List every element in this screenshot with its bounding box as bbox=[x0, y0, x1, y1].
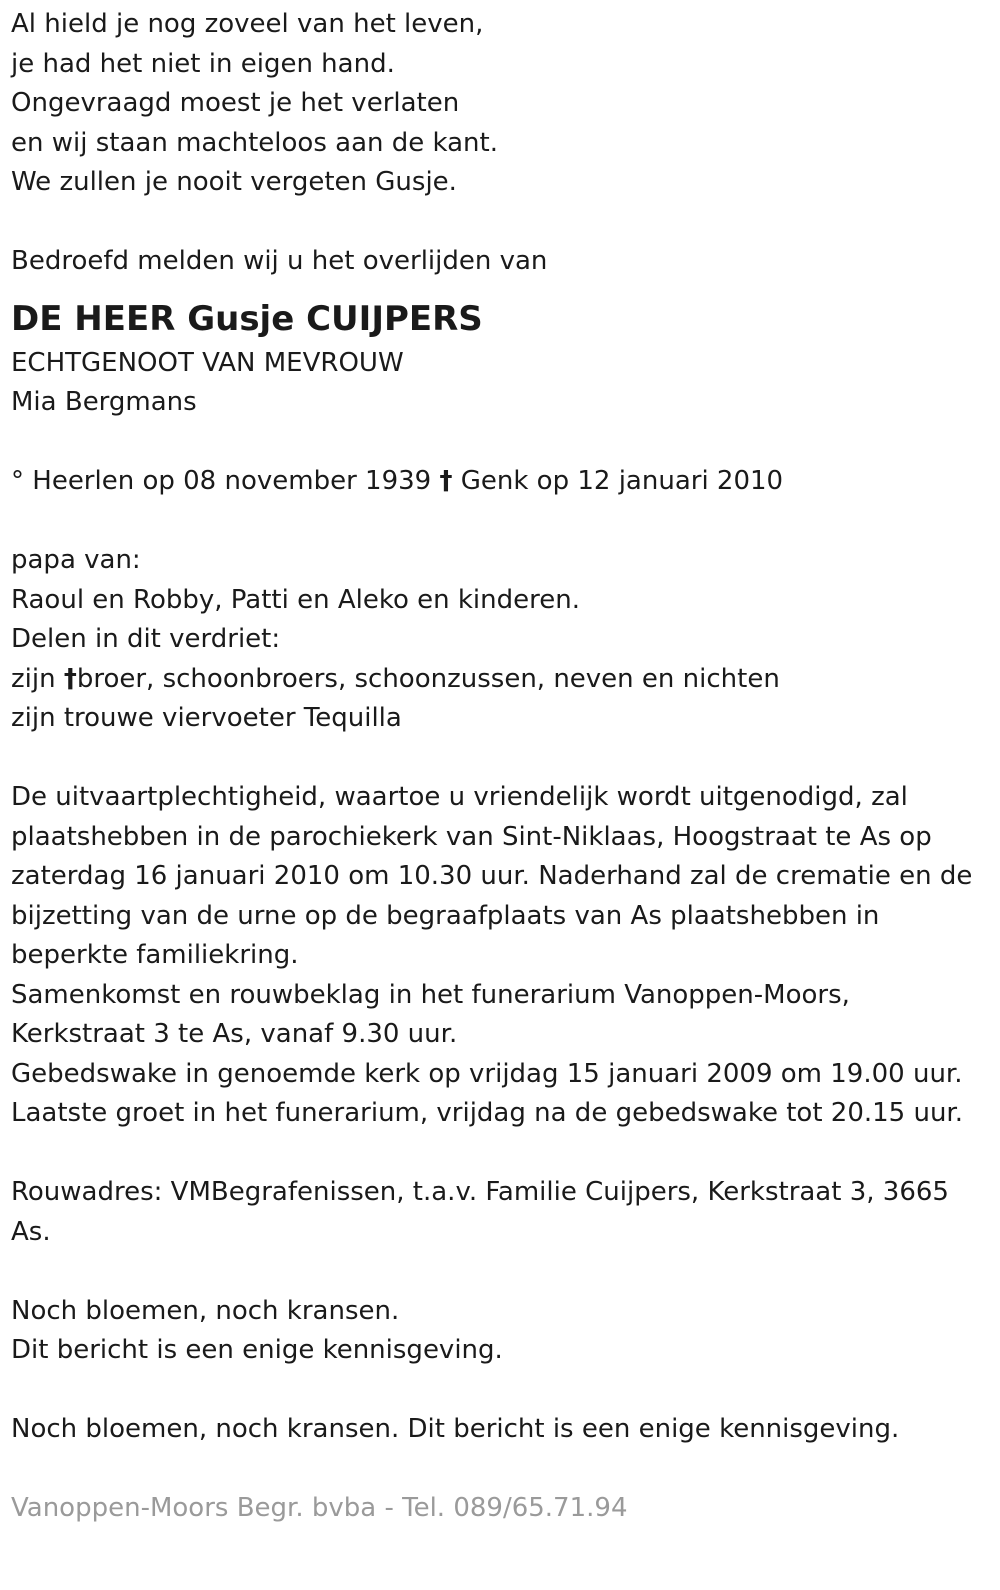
ceremony-line: Laatste groet in het funerarium, vrijdag na de gebedswake tot 20.15 uur. bbox=[11, 1098, 963, 1128]
announcement-text: Bedroefd melden wij u het overlijden van bbox=[11, 246, 548, 276]
ceremony-line: Samenkomst en rouwbeklag in het funerarium Vanoppen-Moors, bbox=[11, 979, 850, 1010]
address-line: As. bbox=[11, 1216, 51, 1247]
cross-icon: † bbox=[439, 466, 453, 496]
children-list: Raoul en Robby, Patti en Aleko en kinderen. bbox=[11, 584, 580, 615]
family-intro: papa van: bbox=[11, 545, 141, 575]
spouse-name: Mia Bergmans bbox=[11, 387, 197, 417]
obituary-document bbox=[11, 0, 989, 1529]
deceased-name: DE HEER Gusje CUIJPERS bbox=[11, 298, 483, 339]
notice-section bbox=[11, 1292, 989, 1371]
cross-icon: † bbox=[63, 663, 77, 694]
ceremony-line: Gebedswake in genoemde kerk op vrijdag 15 januari 2009 om 19.00 uur. bbox=[11, 1058, 963, 1089]
spacer bbox=[11, 203, 989, 243]
spacer bbox=[11, 423, 989, 463]
spouse-title: ECHTGENOOT VAN MEVROUW bbox=[11, 347, 404, 378]
poem-line: je had het niet in eigen hand. bbox=[11, 48, 395, 79]
ceremony-line: De uitvaartplechtigheid, waartoe u vriendelijk wordt uitgenodigd, zal bbox=[11, 782, 908, 812]
spacer bbox=[11, 739, 989, 779]
poem-line: Ongevraagd moest je het verlaten bbox=[11, 88, 460, 118]
ceremony-line: zaterdag 16 januari 2010 om 10.30 uur. Naderhand zal de crematie en de bbox=[11, 861, 973, 891]
sharing-intro: Delen in dit verdriet: bbox=[11, 624, 281, 654]
poem-line: We zullen je nooit vergeten Gusje. bbox=[11, 167, 457, 197]
life-dates bbox=[11, 462, 989, 502]
ceremony-line: beperkte familiekring. bbox=[11, 940, 299, 970]
funeral-home-footer: Vanoppen-Moors Begr. bvba - Tel. 089/65.71.94 bbox=[11, 1493, 628, 1523]
address-line: Rouwadres: VMBegrafenissen, t.a.v. Familie Cuijpers, Kerkstraat 3, 3665 bbox=[11, 1177, 949, 1207]
spacer bbox=[11, 1134, 989, 1174]
death-info: Genk op 12 januari 2010 bbox=[460, 466, 784, 496]
relatives-prefix: zijn bbox=[11, 663, 64, 694]
birth-mark: ° bbox=[11, 466, 24, 496]
relatives-list bbox=[11, 660, 989, 700]
notice-repeat: Noch bloemen, noch kransen. Dit bericht is een enige kennisgeving. bbox=[11, 1414, 900, 1444]
poem-line: en wij staan machteloos aan de kant. bbox=[11, 127, 498, 158]
pet-line: zijn trouwe viervoeter Tequilla bbox=[11, 703, 402, 733]
spacer bbox=[11, 1252, 989, 1292]
ceremony-line: Kerkstraat 3 te As, vanaf 9.30 uur. bbox=[11, 1019, 458, 1049]
spacer bbox=[11, 1450, 989, 1490]
family-section bbox=[11, 541, 989, 739]
poem-line: Al hield je nog zoveel van het leven, bbox=[11, 9, 484, 39]
spacer bbox=[11, 502, 989, 542]
ceremony-section bbox=[11, 778, 989, 1134]
ceremony-line: bijzetting van de urne op de begraafplaats van As plaatshebben in bbox=[11, 900, 880, 931]
notice-line: Noch bloemen, noch kransen. bbox=[11, 1295, 400, 1326]
poem bbox=[11, 5, 989, 203]
relatives-text: broer, schoonbroers, schoonzussen, neven en nichten bbox=[76, 663, 780, 694]
address-section bbox=[11, 1173, 989, 1252]
ceremony-line: plaatshebben in de parochiekerk van Sint-Niklaas, Hoogstraat te As op bbox=[11, 821, 932, 852]
spacer bbox=[11, 1371, 989, 1411]
birth-info: Heerlen op 08 november 1939 bbox=[32, 466, 432, 496]
notice-line: Dit bericht is een enige kennisgeving. bbox=[11, 1335, 503, 1365]
